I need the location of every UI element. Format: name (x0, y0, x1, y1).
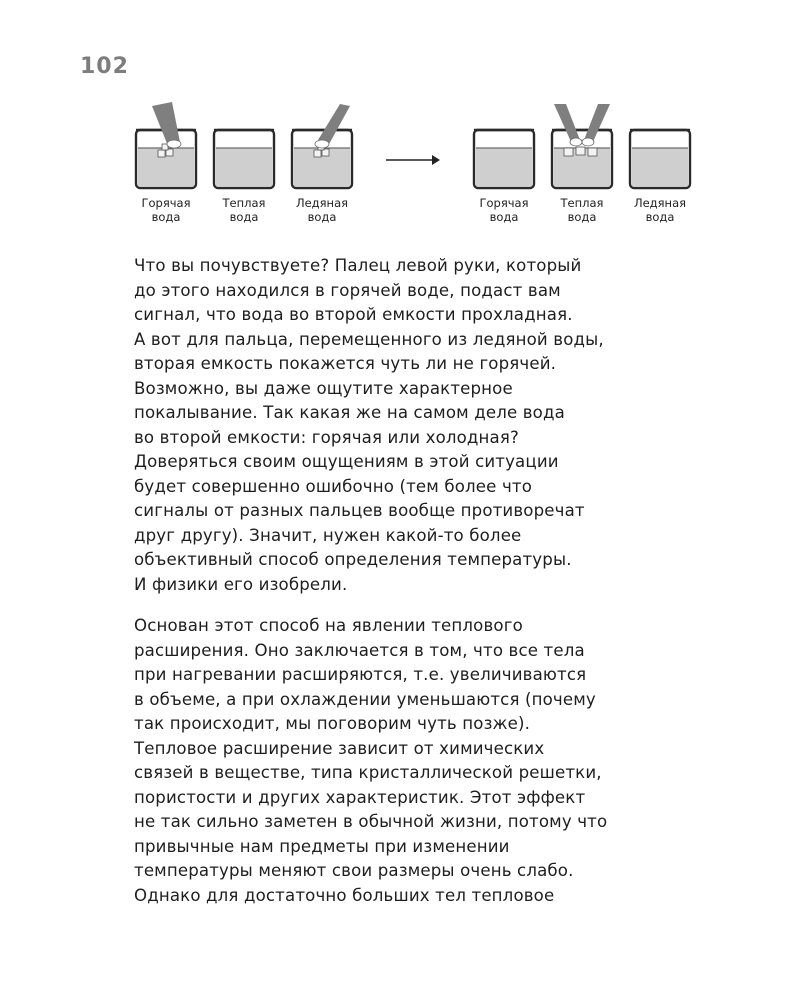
caption-left-warm: Теплая вода (222, 196, 266, 224)
text-line: Тепловое расширение зависит от химических (134, 738, 545, 758)
text-line: Доверяться своим ощущениям в этой ситуации (134, 452, 559, 471)
paragraph-2 (134, 614, 714, 908)
text-line: так происходит, мы поговорим чуть позже). (134, 714, 531, 733)
text-line: не так сильно заметен в обычной жизни, потому что (134, 812, 608, 831)
text-line: вторая емкость покажется чуть ли не горячей. (134, 354, 557, 373)
text-line: во второй емкости: горячая или холодная? (134, 427, 519, 447)
text-line: друг другу). Значит, нужен какой-то более (134, 525, 522, 545)
left-warm-glass (214, 130, 274, 188)
text-line: сигналы от разных пальцев вообще противоречат (134, 501, 585, 520)
thermal-sensation-figure (120, 100, 700, 240)
paragraph-1 (134, 254, 714, 597)
text-line: сигнал, что вода во второй емкости прохладная. (134, 305, 573, 324)
text-line: Основан этот способ на явлении теплового (134, 616, 523, 635)
left-hot-glass (136, 102, 196, 188)
text-line: в объеме, а при охлаждении уменьшаются (почему (134, 689, 596, 709)
caption-right-warm: Теплая вода (560, 196, 604, 224)
text-line: покалывание. Так какая же на самом деле вода (134, 403, 565, 422)
text-line: привычные нам предметы при изменении (134, 836, 510, 856)
text-line: связей в веществе, типа кристаллической решетки, (134, 763, 602, 782)
right-hot-glass (474, 130, 534, 188)
page-number: 102 (80, 54, 129, 79)
text-line: будет совершенно ошибочно (тем более что (134, 476, 533, 496)
left-icy-glass (292, 104, 352, 188)
text-line: объективный способ определения температуры. (134, 550, 572, 569)
text-line: Возможно, вы даже ощутите характерное (134, 378, 513, 398)
text-line: расширения. Оно заключается в том, что все тела (134, 640, 585, 660)
right-icy-glass (630, 130, 690, 188)
text-line: при нагревании расширяются, т.е. увеличиваются (134, 665, 587, 684)
text-line: Что вы почувствуете? Палец левой руки, который (134, 256, 582, 275)
caption-right-icy: Ледяная вода (633, 196, 687, 224)
text-line: температуры меняют свои размеры очень слабо. (134, 861, 574, 880)
caption-left-hot: Горячая вода (141, 196, 191, 224)
right-warm-glass (552, 104, 612, 188)
right-arrow-icon (386, 155, 440, 165)
text-line: пористости и других характеристик. Этот эффект (134, 787, 586, 807)
text-line: А вот для пальца, перемещенного из ледяной воды, (134, 329, 604, 349)
text-line: Однако для достаточно больших тел тепловое (134, 885, 555, 905)
text-line: И физики его изобрели. (134, 574, 348, 594)
text-line: до этого находился в горячей воде, подаст вам (134, 280, 561, 300)
caption-left-icy: Ледяная вода (295, 196, 349, 224)
caption-right-hot: Горячая вода (479, 196, 529, 224)
